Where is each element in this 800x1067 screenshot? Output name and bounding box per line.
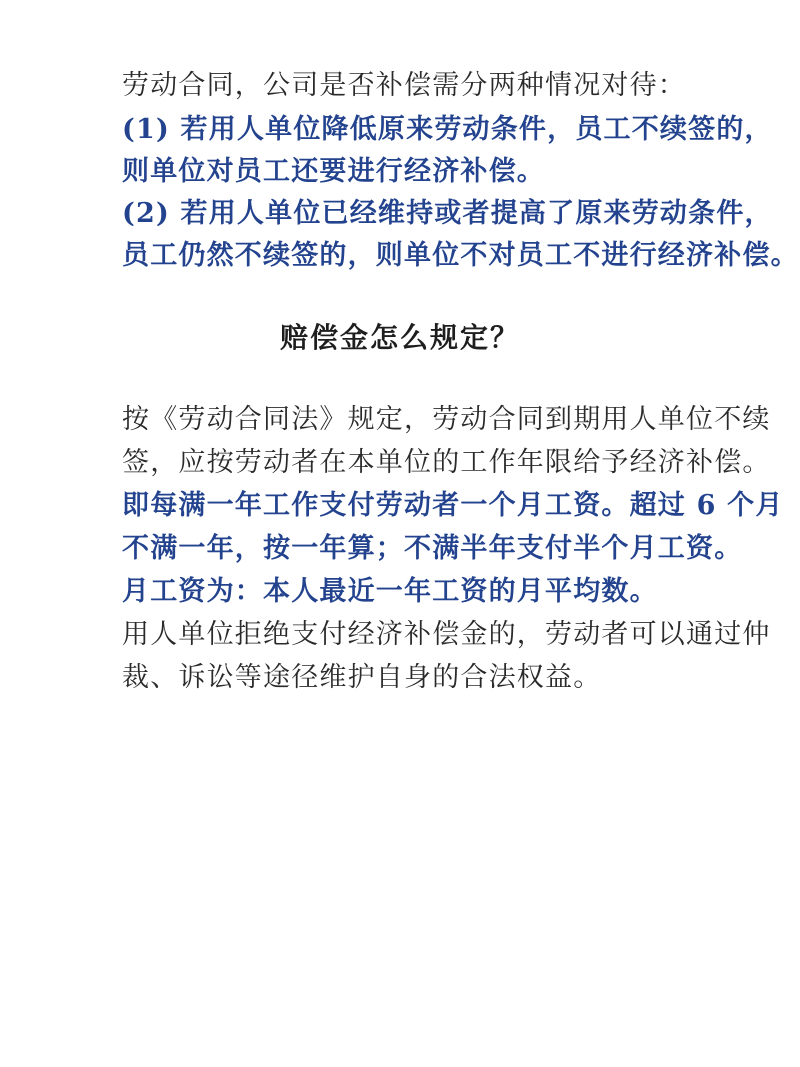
intro-text: 劳动合同，公司是否补偿需分两种情况对待： <box>122 70 686 101</box>
para1-line1: 按《劳动合同法》规定，劳动合同到期用人单位不续 <box>122 404 771 435</box>
para1-line2: 签，应按劳动者在本单位的工作年限给予经济补偿。 <box>122 447 771 478</box>
rule-line1: 即每满一年工作支付劳动者一个月工资。超过 6 个月 <box>122 490 784 521</box>
rule-line2: 不满一年，按一年算；不满半年支付半个月工资。 <box>122 533 743 564</box>
case2-line2: 员工仍然不续签的，则单位不对员工不进行经济补偿。 <box>122 240 799 271</box>
para3-line1: 用人单位拒绝支付经济补偿金的，劳动者可以通过仲 <box>122 619 771 650</box>
case2-line1: (2) 若用人单位已经维持或者提高了原来劳动条件， <box>122 198 773 229</box>
case1-line1: (1) 若用人单位降低原来劳动条件，员工不续签的， <box>122 114 773 145</box>
section-heading: 赔偿金怎么规定？ <box>279 321 520 354</box>
para3-line2: 裁、诉讼等途径维护自身的合法权益。 <box>122 662 602 693</box>
wage-definition: 月工资为：本人最近一年工资的月平均数。 <box>122 576 658 607</box>
case1-line2: 则单位对员工还要进行经济补偿。 <box>122 156 545 187</box>
